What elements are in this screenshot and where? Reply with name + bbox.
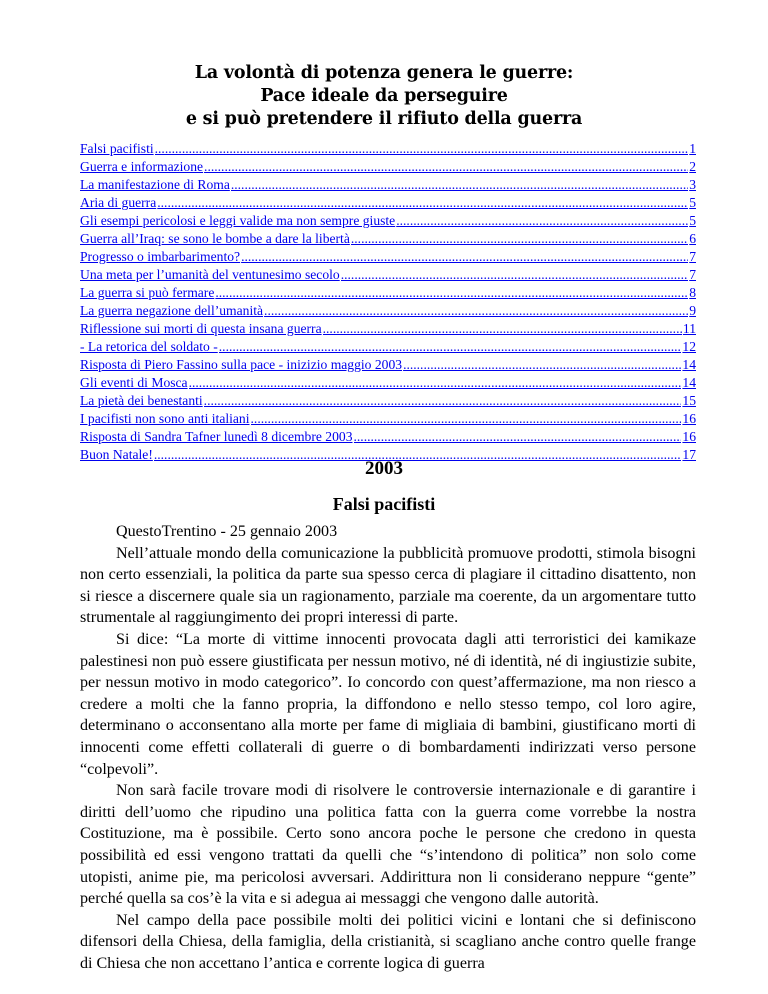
toc-link-risposta-sandra-tafner[interactable]: Risposta di Sandra Tafner lunedì 8 dicembre 2003 ..... 16 xyxy=(80,428,696,446)
toc-link-pieta-dei-benestanti[interactable]: La pietà dei benestanti ..... 15 xyxy=(80,392,696,410)
title-line: Pace ideale da perseguire xyxy=(260,86,508,106)
toc-link-buon-natale[interactable]: Buon Natale! ..... 17 xyxy=(80,446,696,464)
toc-link-retorica-del-soldato[interactable]: - La retorica del soldato - ..... 12 xyxy=(80,338,696,356)
section-heading: Falsi pacifisti xyxy=(332,494,436,514)
year-heading: 2003 xyxy=(365,458,403,479)
toc-link-eventi-di-mosca[interactable]: Gli eventi di Mosca ..... 14 xyxy=(80,374,696,392)
title-line: e si può pretendere il rifiuto della guerra xyxy=(185,109,583,129)
toc-link-guerra-all-iraq[interactable]: Guerra all’Iraq: se sono le bombe a dare la libertà ..... 6 xyxy=(80,230,696,248)
toc-link-la-guerra-si-puo-fermare[interactable]: La guerra si può fermare ..... 8 xyxy=(80,284,696,302)
toc-link-progresso-o-imbarbarimento[interactable]: Progresso o imbarbarimento? ..... 7 xyxy=(80,248,696,266)
toc-link-pacifisti-non-anti-italiani[interactable]: I pacifisti non sono anti italiani ..... 16 xyxy=(80,410,696,428)
toc-link-esempi-pericolosi[interactable]: Gli esempi pericolosi e leggi valide ma non sempre giuste ..... 5 xyxy=(80,212,696,230)
document-title xyxy=(60,62,708,131)
toc-link-guerra-e-informazione[interactable]: Guerra e informazione ..... 2 xyxy=(80,158,696,176)
toc-link-riflessione-sui-morti[interactable]: Riflessione sui morti di questa insana guerra ..... 11 xyxy=(80,320,696,338)
title-line: La volontà di potenza genera le guerre: xyxy=(194,63,574,83)
toc-link-risposta-fassino[interactable]: Risposta di Piero Fassino sulla pace - inizizio maggio 2003 ..... 14 xyxy=(80,356,696,374)
toc-link-una-meta-per-l-umanita[interactable]: Una meta per l’umanità del ventunesimo secolo ..... 7 xyxy=(80,266,696,284)
article-paragraph: Nel campo della pace possibile molti dei politici vicini e lontani che si definiscono difensori della Chiesa, della famiglia, della cristianità, si scagliano anche contro quelle frange di Chiesa che non accettano l’antica e corrente logica di guerra xyxy=(80,911,696,972)
article-source-line: QuestoTrentino - 25 gennaio 2003 xyxy=(116,523,338,540)
article-paragraph: Si dice: “La morte di vittime innocenti provocata dagli atti terroristici dei kamikaze palestinesi non può essere giustificata per nessun motivo, né di identità, né di ingiustizie subite, per nessun motivo in modo categorico”. Io concordo con quest’affermazione, ma non riesco a credere a molti che la fanno propria, la diffondono e nello stesso tempo, col loro agire, determinano o acconsentano alla morte per fame di migliaia di bambini, giustificano morti di innocenti come effetti collaterali di guerre o di bombardamenti indirizzati verso persone “colpevoli”. xyxy=(80,630,696,778)
toc-link-guerra-negazione-dell-umanita[interactable]: La guerra negazione dell’umanità ..... 9 xyxy=(80,302,696,320)
article-paragraph: Non sarà facile trovare modi di risolvere le controversie internazionale e di garantire i diritti dell’uomo che ripudino una politica fatta con la guerra come vorrebbe la nostra Costituzione, ma è possibile. Certo sono ancora poche le persone che credono in questa possibilità ed essi vengono trattati da quelli che “s’intendono di politica” non solo come utopisti, anime pie, ma pericolosi avversari. Addirittura non li considerano neppure “gente” perché quella sa cos’è la vita e si adegua ai messaggi che vengono dalle autorità. xyxy=(80,782,696,908)
article-body xyxy=(80,521,696,974)
toc-link-aria-di-guerra[interactable]: Aria di guerra ..... 5 xyxy=(80,194,696,212)
toc-link-manifestazione-di-roma[interactable]: La manifestazione di Roma ..... 3 xyxy=(80,176,696,194)
article-paragraph: Nell’attuale mondo della comunicazione la pubblicità promuove prodotti, stimola bisogni non certo essenziali, la politica da parte sua spesso cerca di plagiare il cittadino disattento, non si riesce a discernere quale sia un ragionamento, parziale ma coerente, da un argomentare tutto strumentale al raggiungimento dei propri interessi di parte. xyxy=(80,544,696,627)
toc-link-falsi-pacifisti[interactable]: Falsi pacifisti ..... 1 xyxy=(80,140,696,158)
table-of-contents xyxy=(80,140,696,464)
